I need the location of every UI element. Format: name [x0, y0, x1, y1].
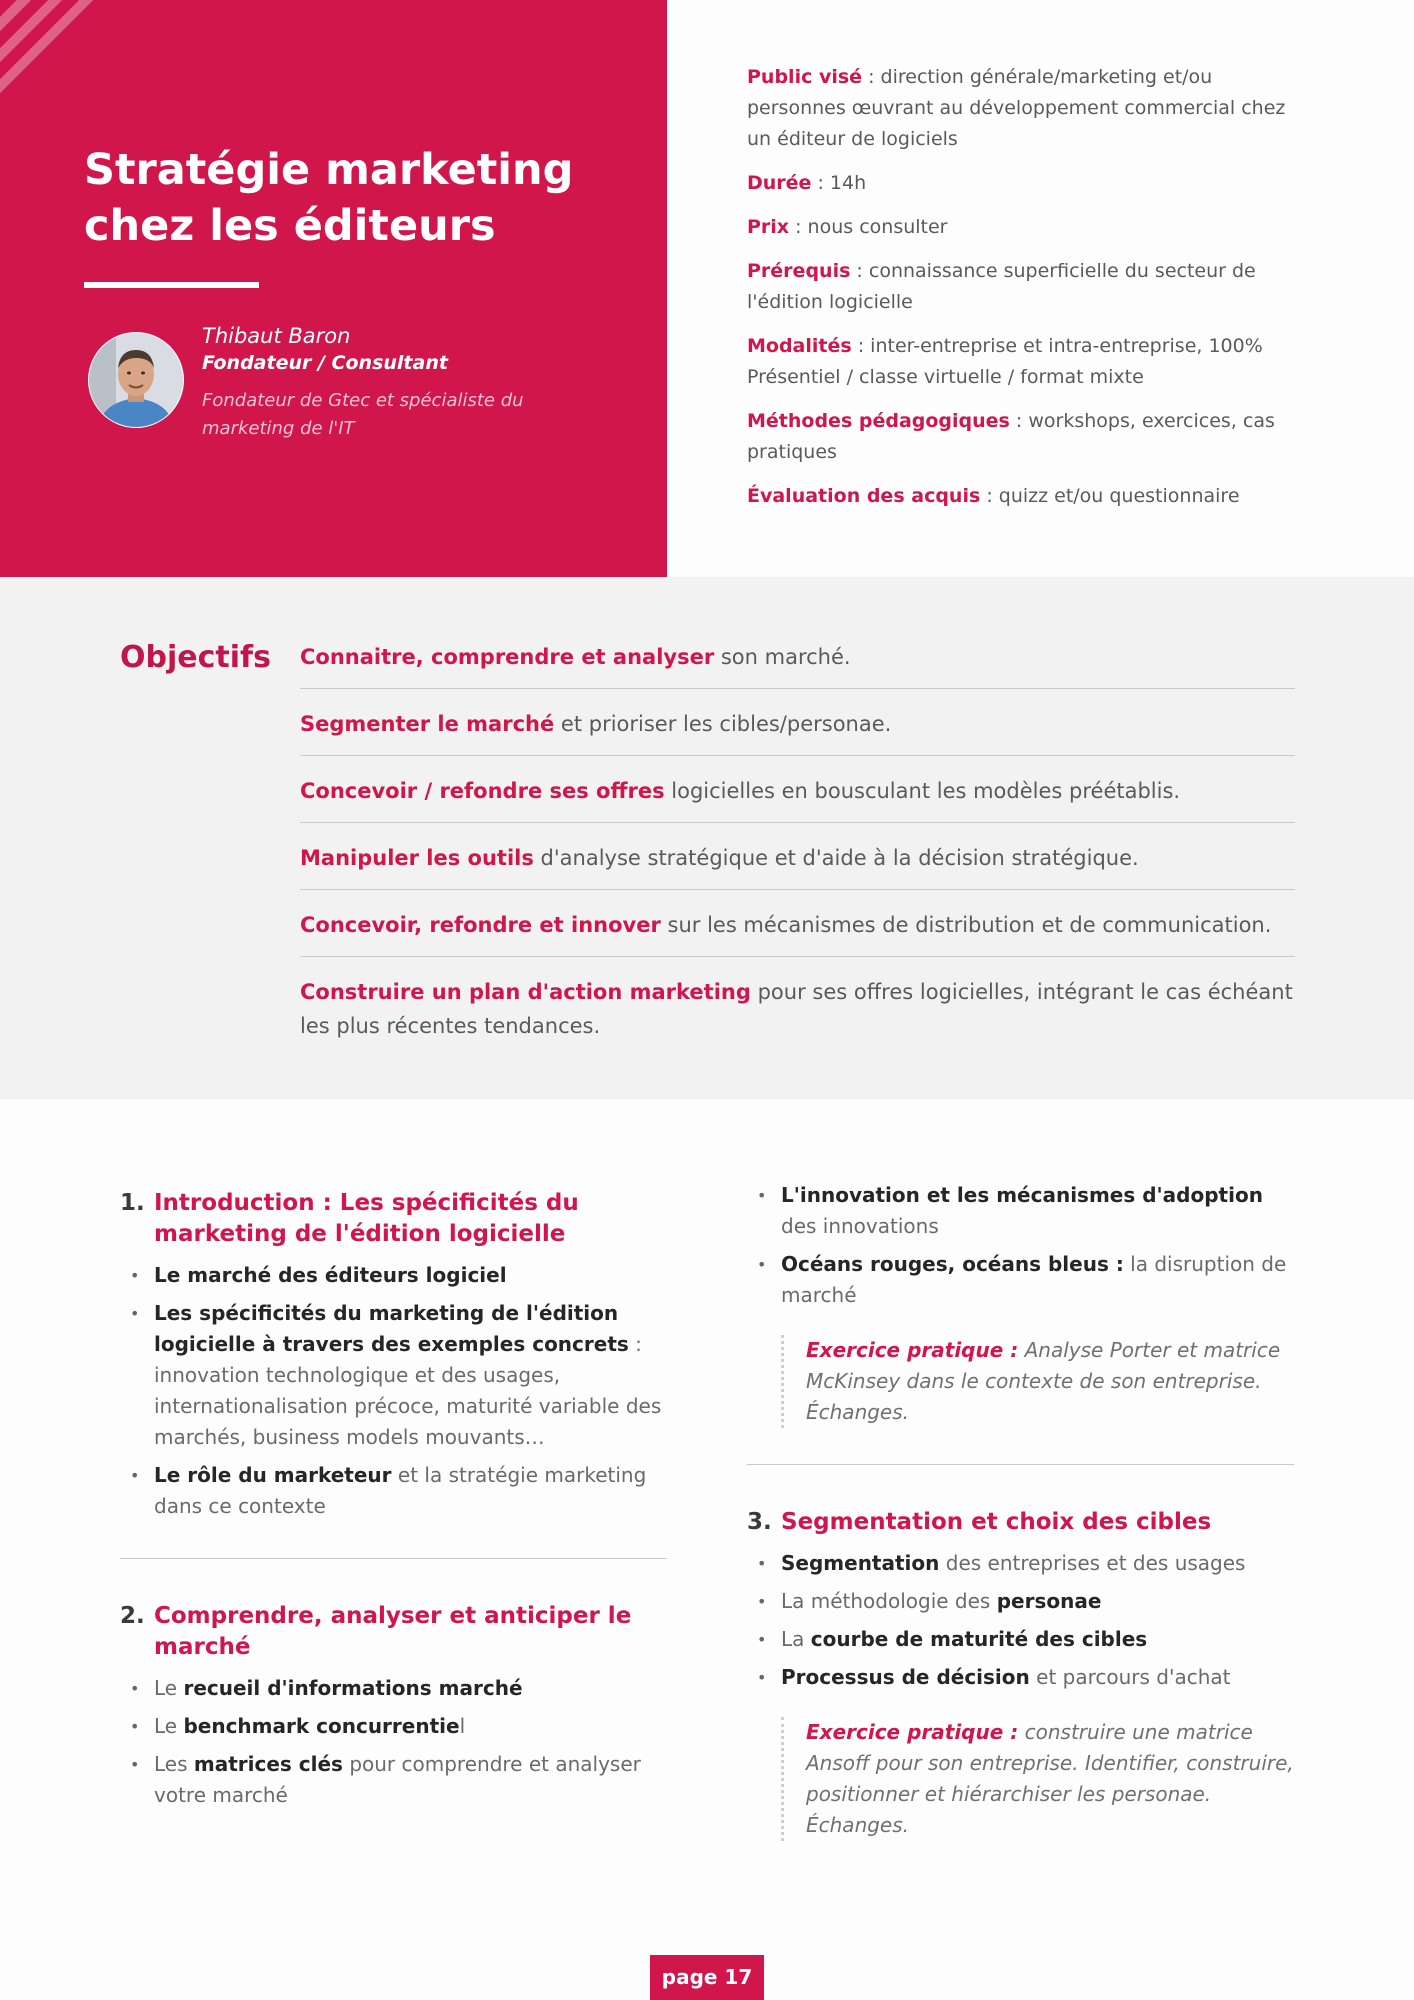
objective-text: d'analyse stratégique et d'aide à la décision stratégique.	[533, 846, 1139, 870]
item-post: : innovation technologique et des usages, internationalisation précoce, maturité variable des marchés, business models mouvants…	[154, 1332, 662, 1449]
list-item	[747, 1586, 1294, 1617]
item-bold: Océans rouges, océans bleus :	[781, 1252, 1124, 1276]
objective-text: et prioriser les cibles/personae.	[554, 712, 892, 736]
info-value: : 14h	[811, 172, 867, 194]
item-pre: Les	[154, 1752, 194, 1776]
item-post: pour comprendre et analyser votre marché	[154, 1752, 641, 1807]
info-label: Évaluation des acquis	[747, 485, 981, 507]
item-pre: La méthodologie des	[781, 1589, 997, 1613]
item-bold: personae	[996, 1589, 1102, 1613]
list-item	[120, 1711, 667, 1742]
info-value: : workshops, exercices, cas pratiques	[747, 410, 1275, 463]
info-value: : inter-entreprise et intra-entreprise, 100% Présentiel / classe virtuelle / format mixte	[747, 335, 1263, 388]
section-divider	[747, 1464, 1294, 1465]
objective-item	[300, 908, 1295, 957]
module-2-title	[120, 1601, 667, 1663]
item-post: et la stratégie marketing dans ce contexte	[154, 1463, 647, 1518]
list-item	[120, 1673, 667, 1704]
exercise-text: Analyse Porter et matrice McKinsey dans le contexte de son entreprise. Échanges.	[806, 1338, 1281, 1424]
exercise-box	[781, 1717, 1294, 1841]
info-value: : connaissance superficielle du secteur de l'édition logicielle	[747, 260, 1256, 313]
info-methodes	[747, 406, 1307, 468]
objective-item	[300, 975, 1295, 1057]
hero-panel	[0, 0, 667, 577]
item-bold: recueil d'informations marché	[183, 1676, 523, 1700]
module-1-title	[120, 1188, 667, 1250]
objective-highlight: Concevoir / refondre ses offres	[300, 779, 665, 803]
module-1-list	[120, 1260, 667, 1522]
exercise-box	[781, 1335, 1294, 1428]
item-bold: Le marché des éditeurs logiciel	[154, 1263, 507, 1287]
modules-left-column	[120, 1188, 667, 1818]
objective-highlight: Connaitre, comprendre et analyser	[300, 645, 715, 669]
title-line-2: chez les éditeurs	[84, 201, 496, 251]
avatar	[88, 332, 184, 428]
objective-item	[300, 841, 1295, 890]
item-bold: Processus de décision	[781, 1665, 1030, 1689]
info-value: : direction générale/marketing et/ou personnes œuvrant au développement commercial chez un éditeur de logiciels	[747, 66, 1286, 150]
info-label: Prérequis	[747, 260, 851, 282]
info-label: Modalités	[747, 335, 852, 357]
module-2-continued-list	[747, 1180, 1294, 1311]
item-bold: Les spécificités du marketing de l'édition logicielle à travers des exemples concrets	[154, 1301, 629, 1356]
info-label: Méthodes pédagogiques	[747, 410, 1010, 432]
objective-highlight: Manipuler les outils	[300, 846, 534, 870]
item-pre: La	[781, 1627, 811, 1651]
objective-text: pour ses offres logicielles, intégrant le cas échéant les plus récentes tendances.	[300, 980, 1293, 1038]
person-name: Thibaut Baron	[202, 324, 351, 348]
info-label: Durée	[747, 172, 812, 194]
list-item	[120, 1298, 667, 1453]
item-post: la disruption de marché	[781, 1252, 1287, 1307]
objective-highlight: Segmenter le marché	[300, 712, 555, 736]
course-info	[747, 62, 1307, 525]
objective-text: son marché.	[714, 645, 851, 669]
item-bold: matrices clés	[193, 1752, 343, 1776]
objective-text: sur les mécanismes de distribution et de communication.	[660, 913, 1272, 937]
module-3-title	[747, 1507, 1294, 1538]
item-bold: Le rôle du marketeur	[154, 1463, 392, 1487]
objective-item	[300, 707, 1295, 756]
decorative-stripes	[0, 0, 104, 104]
module-number: 1.	[120, 1190, 145, 1216]
list-item	[747, 1180, 1294, 1242]
info-label: Prix	[747, 216, 790, 238]
objective-item	[300, 640, 1295, 689]
info-label: Public visé	[747, 66, 863, 88]
item-bold: courbe de maturité des cibles	[810, 1627, 1148, 1651]
item-pre: Le	[154, 1714, 184, 1738]
item-bold: L'innovation et les mécanismes d'adoption	[781, 1183, 1263, 1207]
objectives-heading: Objectifs	[120, 640, 271, 675]
page-title	[84, 142, 644, 254]
person-description: Fondateur de Gtec et spécialiste du marketing de l'IT	[202, 390, 524, 439]
module-name: Introduction : Les spécificités du marketing de l'édition logicielle	[154, 1190, 579, 1247]
info-duree	[747, 168, 1307, 199]
list-item	[120, 1260, 667, 1291]
exercise-label: Exercice pratique :	[806, 1338, 1019, 1362]
list-item	[747, 1662, 1294, 1693]
module-name: Segmentation et choix des cibles	[781, 1509, 1212, 1535]
person-photo-icon	[88, 332, 184, 428]
info-value: : nous consulter	[789, 216, 948, 238]
item-post: et parcours d'achat	[1029, 1665, 1231, 1689]
page-number-badge: page 17	[650, 1955, 764, 2000]
modules-right-column	[747, 1180, 1294, 1841]
objective-item	[300, 774, 1295, 823]
item-post: des entreprises et des usages	[939, 1551, 1246, 1575]
module-name: Comprendre, analyser et anticiper le marché	[154, 1603, 632, 1660]
exercise-label: Exercice pratique :	[806, 1720, 1019, 1744]
objectives-list	[300, 640, 1295, 1075]
person-role: Fondateur / Consultant	[202, 352, 448, 374]
info-public	[747, 62, 1307, 155]
list-item	[747, 1249, 1294, 1311]
section-divider	[120, 1558, 667, 1559]
objective-text: logicielles en bousculant les modèles préétablis.	[664, 779, 1181, 803]
list-item	[120, 1460, 667, 1522]
title-underline	[84, 282, 259, 288]
item-bold: benchmark concurrentie	[183, 1714, 460, 1738]
info-value: : quizz et/ou questionnaire	[980, 485, 1240, 507]
item-bold: Segmentation	[781, 1551, 940, 1575]
module-3-list	[747, 1548, 1294, 1693]
list-item	[120, 1749, 667, 1811]
item-pre: Le	[154, 1676, 184, 1700]
module-number: 2.	[120, 1603, 145, 1629]
info-prix	[747, 212, 1307, 243]
objective-highlight: Concevoir, refondre et innover	[300, 913, 661, 937]
item-post: l	[459, 1714, 466, 1738]
item-post: des innovations	[781, 1214, 939, 1238]
info-prerequis	[747, 256, 1307, 318]
list-item	[747, 1548, 1294, 1579]
info-modalites	[747, 331, 1307, 393]
objective-highlight: Construire un plan d'action marketing	[300, 980, 751, 1004]
module-2-list	[120, 1673, 667, 1811]
exercise-text: construire une matrice Ansoff pour son entreprise. Identifier, construire, positionner et hiérarchiser les personae. Échanges.	[806, 1720, 1294, 1837]
info-evaluation	[747, 481, 1307, 512]
list-item	[747, 1624, 1294, 1655]
title-line-1: Stratégie marketing	[84, 145, 574, 195]
module-number: 3.	[747, 1509, 772, 1535]
